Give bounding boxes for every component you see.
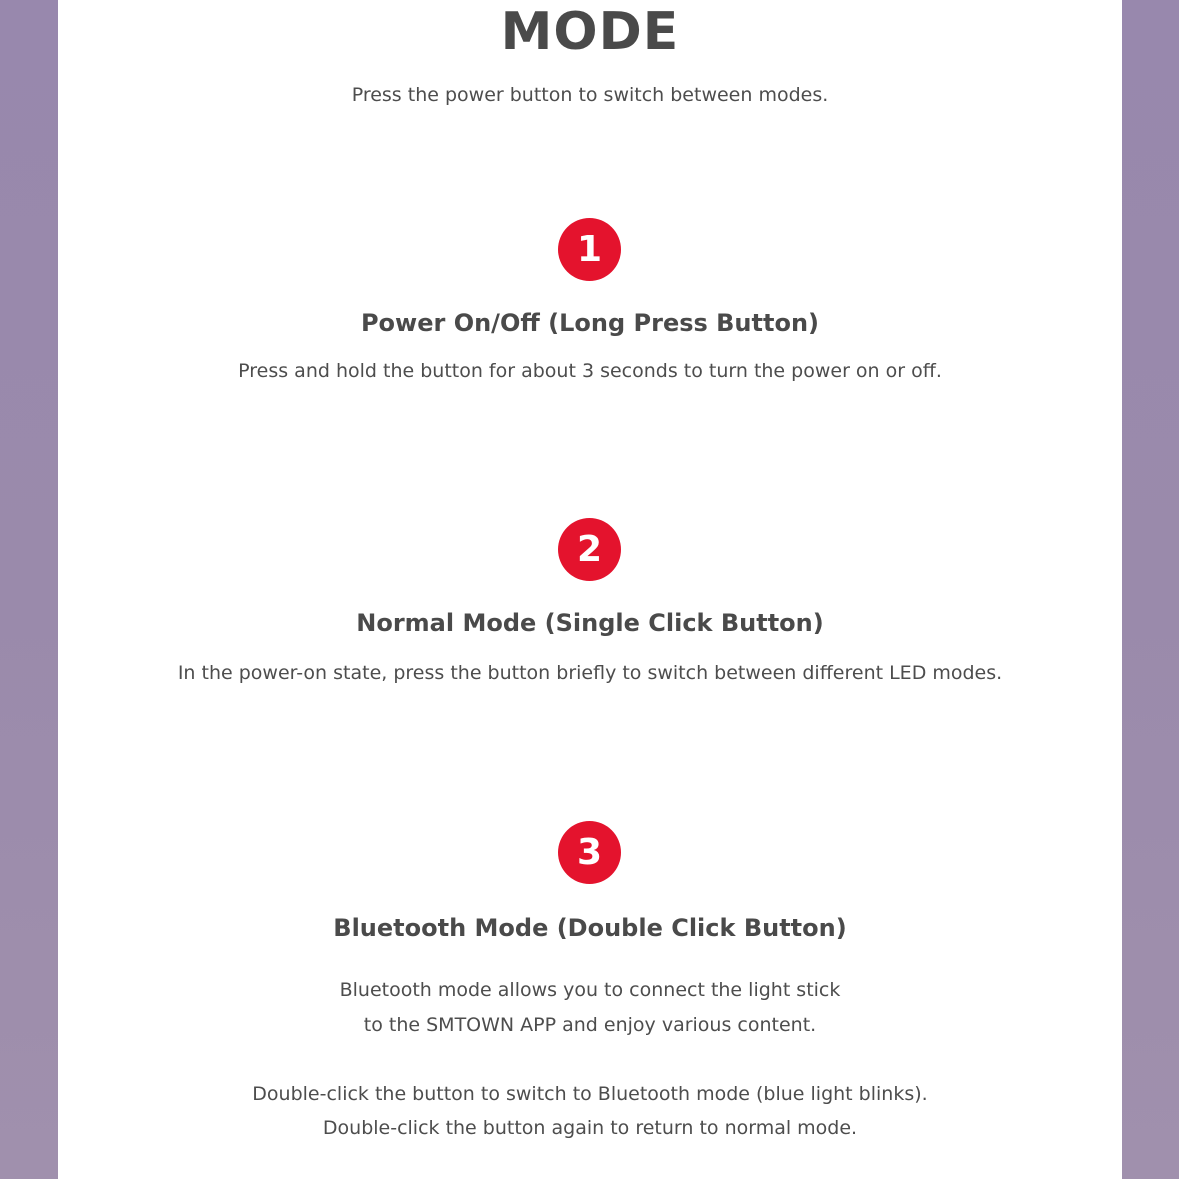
step-title-power: Power On/Off (Long Press Button) xyxy=(360,309,820,337)
step-number-badge: 2 xyxy=(558,518,621,581)
step-description: Double-click the button again to return to normal mode. xyxy=(322,1117,858,1139)
step-title-bluetooth-mode: Bluetooth Mode (Double Click Button) xyxy=(333,914,847,942)
step-number-badge: 3 xyxy=(558,821,621,884)
right-background-frame xyxy=(1122,0,1179,1179)
step-description: Double-click the button to switch to Bluetooth mode (blue light blinks). xyxy=(252,1083,928,1105)
step-title-normal-mode: Normal Mode (Single Click Button) xyxy=(356,609,824,637)
step-number-badge: 1 xyxy=(558,218,621,281)
left-background-frame xyxy=(0,0,58,1179)
step-description: Bluetooth mode allows you to connect the light stick xyxy=(339,979,841,1001)
step-description: In the power-on state, press the button briefly to switch between different LED modes. xyxy=(177,662,1003,684)
step-description: Press and hold the button for about 3 seconds to turn the power on or off. xyxy=(238,360,942,382)
page-subtitle: Press the power button to switch between modes. xyxy=(351,84,829,106)
page-title: MODE xyxy=(500,2,680,62)
content-panel xyxy=(58,0,1122,1179)
step-description: to the SMTOWN APP and enjoy various content. xyxy=(363,1014,817,1036)
